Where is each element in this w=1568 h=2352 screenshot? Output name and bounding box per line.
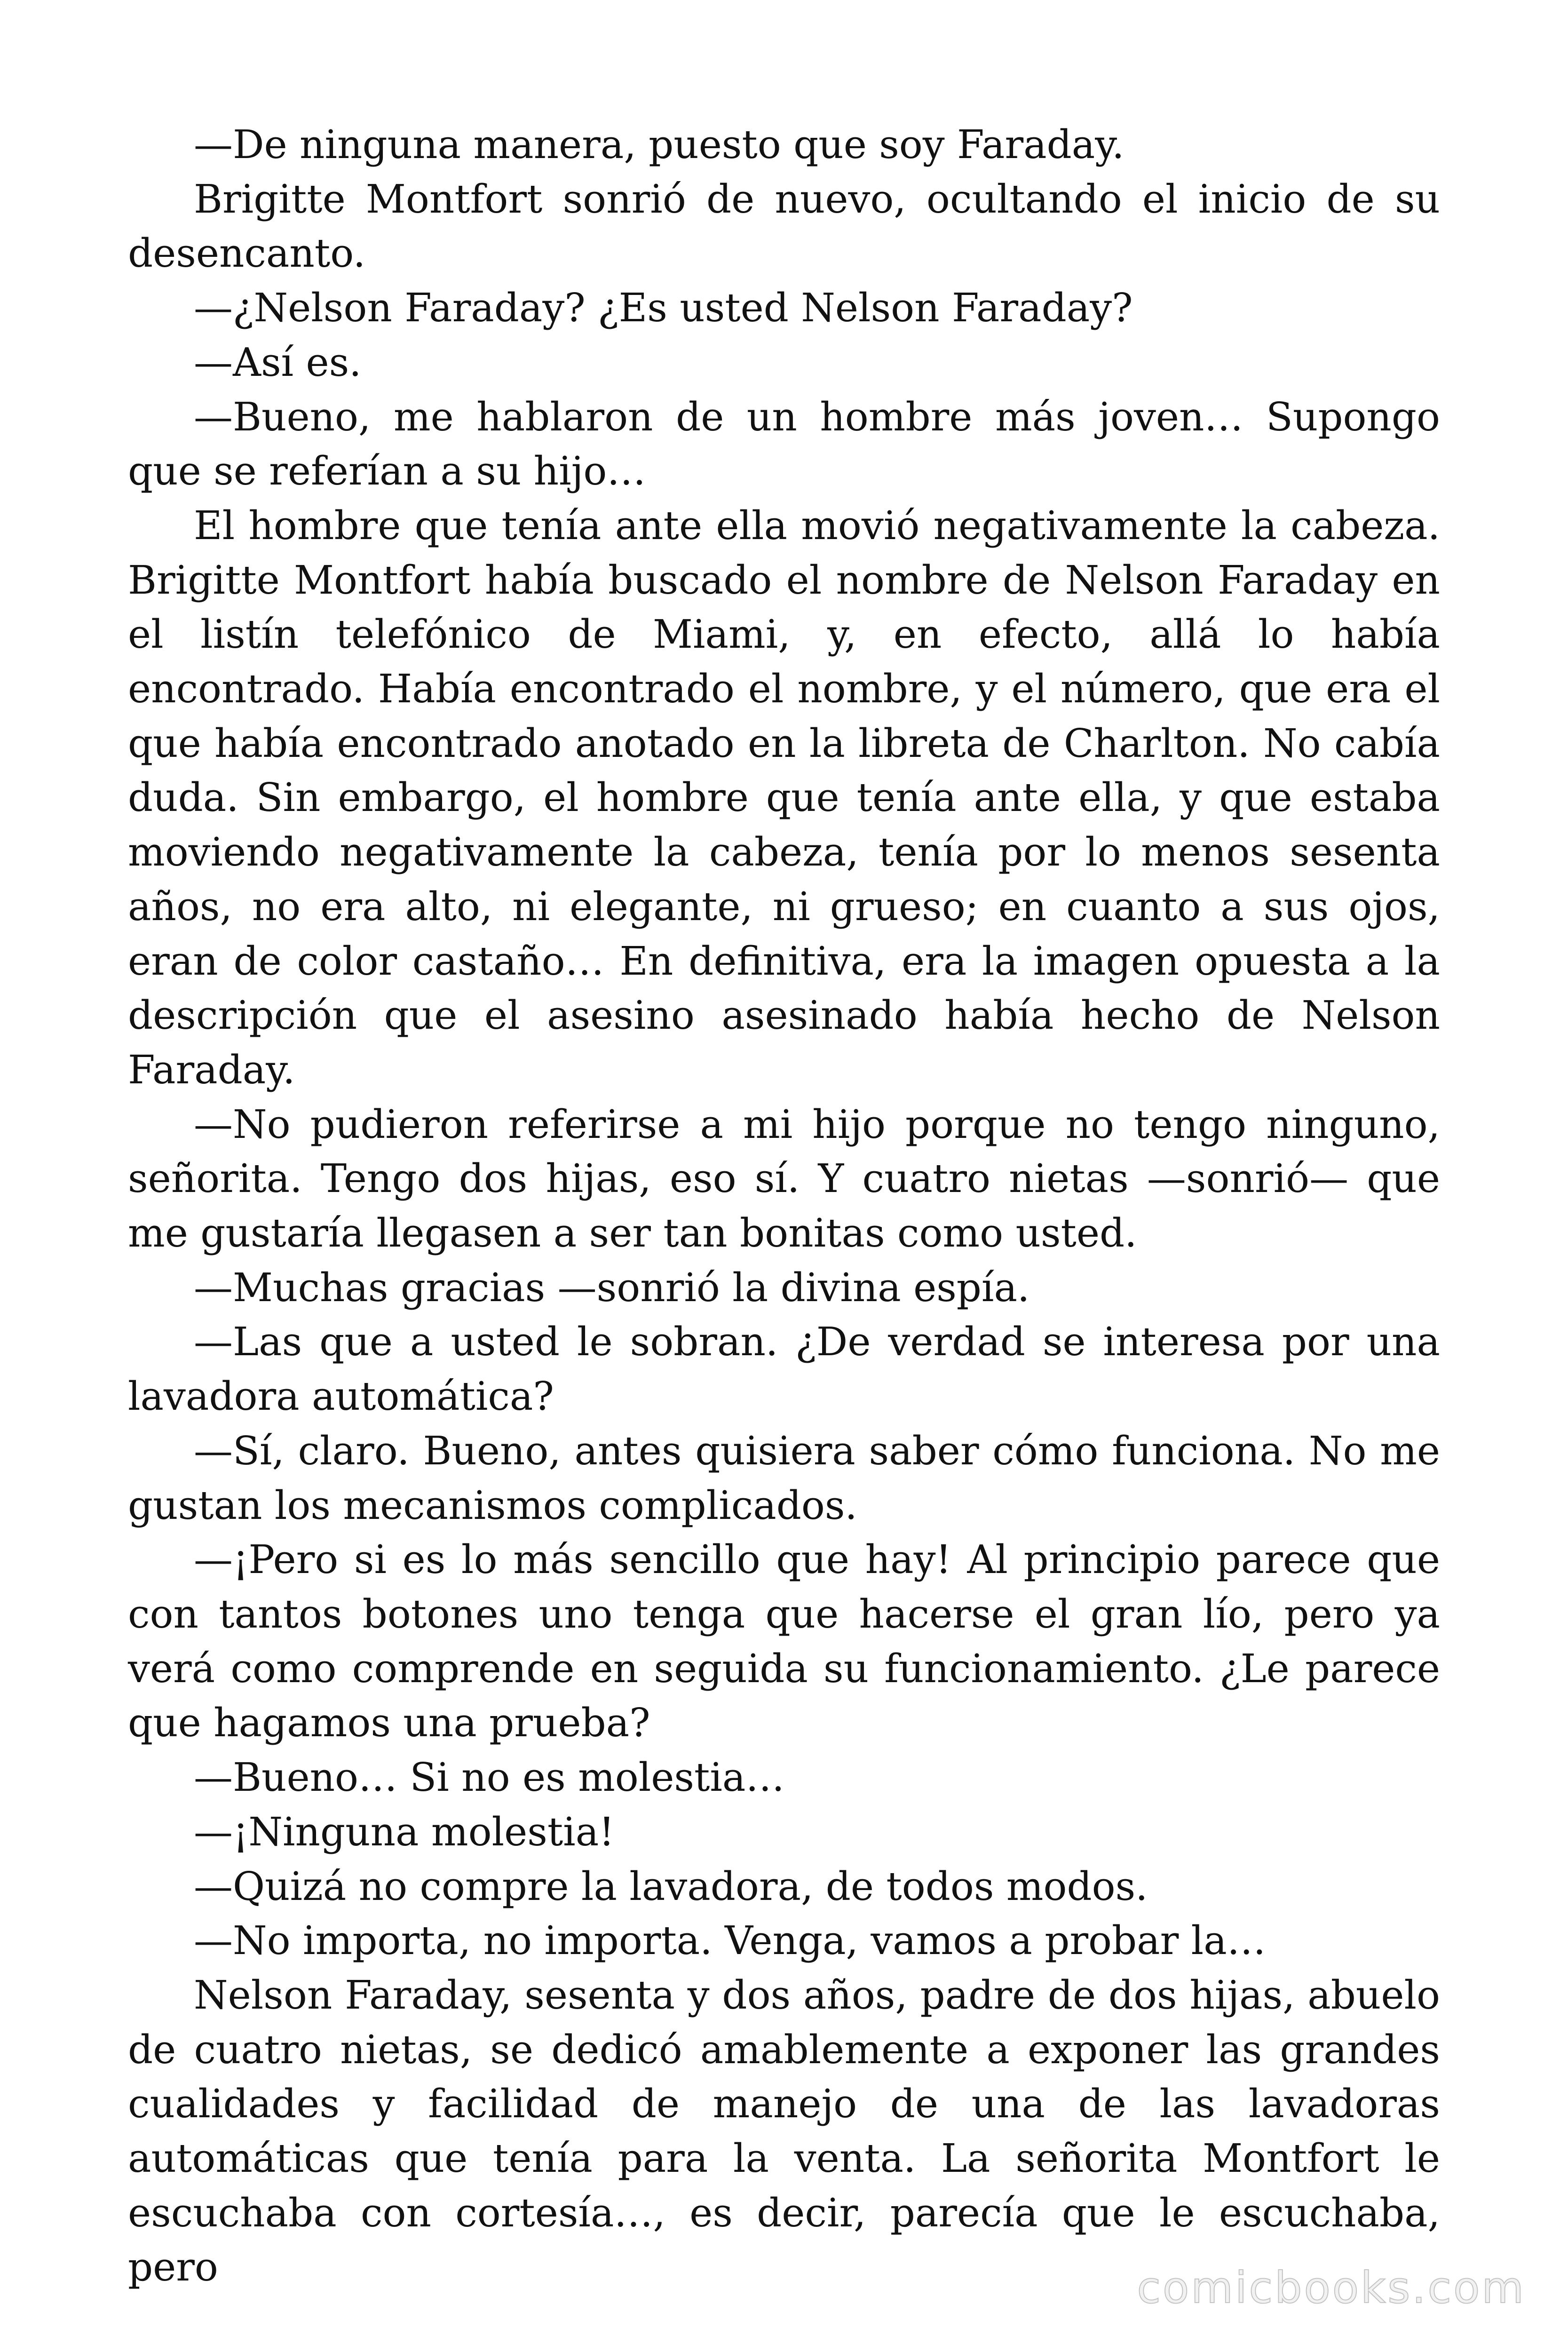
paragraph: —De ninguna manera, puesto que soy Faraday. bbox=[194, 122, 1125, 167]
paragraph: —Quizá no compre la lavadora, de todos modos. bbox=[194, 1863, 1148, 1909]
page-text bbox=[128, 118, 1440, 2295]
paragraph: —Así es. bbox=[194, 339, 362, 385]
paragraph: —No importa, no importa. Venga, vamos a probar la… bbox=[194, 1918, 1266, 1964]
paragraph: Brigitte Montfort sonrió de nuevo, ocultando el inicio de su desencanto. bbox=[128, 176, 1440, 277]
paragraph: —Sí, claro. Bueno, antes quisiera saber cómo funciona. No me gustan los mecanismos complicados. bbox=[128, 1428, 1440, 1528]
paragraph: —No pudieron referirse a mi hijo porque no tengo ninguno, señorita. Tengo dos hijas, eso sí. Y cuatro nietas —sonrió— que me gustaría llegasen a ser tan bonitas como usted. bbox=[128, 1101, 1440, 1256]
paragraph: —Las que a usted le sobran. ¿De verdad se interesa por una lavadora automática? bbox=[128, 1319, 1440, 1420]
site-watermark: comicbooks.com bbox=[1137, 2263, 1526, 2313]
paragraph: Nelson Faraday, sesenta y dos años, padre de dos hijas, abuelo de cuatro nietas, se dedicó amablemente a exponer las grandes cualidades y facilidad de manejo de una de las lavadoras automáticas que tenía para la venta. La señorita Montfort le escuchaba con cortesía…, es decir, parecía que le escuchaba, pero bbox=[128, 1972, 1440, 2290]
paragraph: —¿Nelson Faraday? ¿Es usted Nelson Faraday? bbox=[194, 285, 1133, 331]
paragraph: —Muchas gracias —sonrió la divina espía. bbox=[194, 1264, 1030, 1311]
paragraph: —Bueno… Si no es molestia… bbox=[194, 1755, 785, 1801]
paragraph: El hombre que tenía ante ella movió negativamente la cabeza. Brigitte Montfort había buscado el nombre de Nelson Faraday en el listín telefónico de Miami, y, en efecto, allá lo había encontrado. Había encontrado el nombre, y el número, que era el que había encontrado anotado en la libreta de Charlton. No cabía duda. Sin embargo, el hombre que tenía ante ella, y que estaba moviendo negativamente la cabeza, tenía por lo menos sesenta años, no era alto, ni elegante, ni grueso; en cuanto a sus ojos, eran de color castaño… En definitiva, era la imagen opuesta a la descripción que el asesino asesinado había hecho de Nelson Faraday. bbox=[128, 502, 1440, 1093]
paragraph: —¡Pero si es lo más sencillo que hay! Al principio parece que con tantos botones uno tenga que hacerse el gran lío, pero ya verá como comprende en seguida su funcionamiento. ¿Le parece que hagamos una prueba? bbox=[128, 1537, 1440, 1746]
paragraph: —¡Ninguna molestia! bbox=[194, 1809, 615, 1855]
paragraph: —Bueno, me hablaron de un hombre más joven… Supongo que se referían a su hijo… bbox=[128, 394, 1440, 494]
